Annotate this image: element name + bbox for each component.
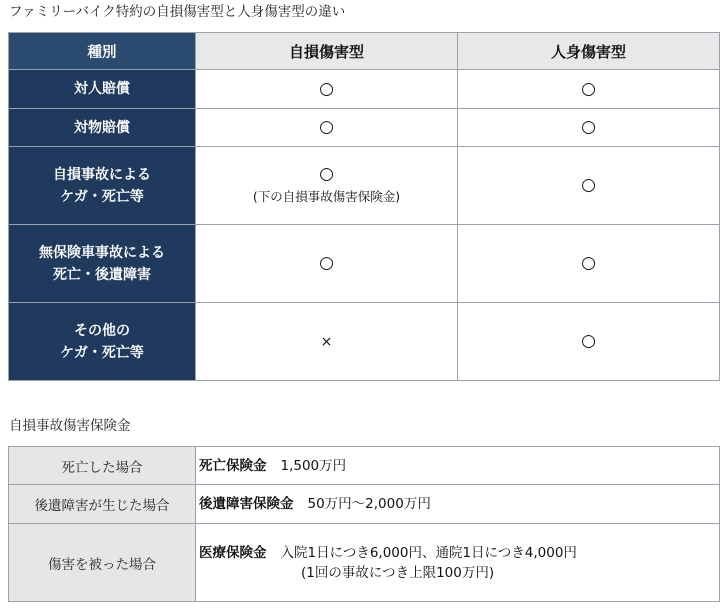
section-caption: 自損事故傷害保険金	[9, 418, 131, 434]
header-personal-injury: 人身傷害型	[458, 33, 720, 70]
row-label	[9, 70, 196, 109]
circle-mark: ○	[581, 117, 596, 137]
benefit-amount: 1,500万円	[280, 457, 347, 474]
benefit-case: 死亡した場合	[9, 447, 196, 485]
benefit-row	[9, 485, 720, 524]
cross-mark: ×	[320, 333, 333, 350]
circle-mark: ○	[581, 253, 596, 273]
benefit-value	[196, 485, 720, 524]
comparison-table	[8, 32, 720, 381]
self-injury-cell	[196, 109, 458, 147]
benefit-row	[9, 447, 720, 485]
row-label-line: 死亡・後遺障害	[53, 266, 151, 283]
row-label	[9, 225, 196, 303]
benefit-value	[196, 524, 720, 602]
header-self-injury: 自損傷害型	[196, 33, 458, 70]
circle-mark: ○	[319, 253, 334, 273]
benefit-limit-note: (1回の事故につき上限100万円)	[301, 564, 495, 581]
circle-mark: ○	[319, 78, 334, 99]
row-label	[9, 109, 196, 147]
circle-mark: ○	[319, 117, 334, 137]
circle-mark: ○	[581, 331, 596, 351]
table-row	[9, 303, 720, 381]
benefit-case: 傷害を被った場合	[9, 524, 196, 602]
table-row	[9, 109, 720, 147]
row-label-line: その他の	[74, 322, 130, 339]
benefit-amount: 入院1日につき6,000円、通院1日につき4,000円	[280, 544, 577, 561]
row-label-line: 対物賠償	[74, 119, 130, 136]
benefit-amount: 50万円〜2,000万円	[307, 496, 431, 512]
self-injury-cell	[196, 225, 458, 303]
personal-injury-cell	[458, 303, 720, 381]
personal-injury-cell	[458, 109, 720, 147]
benefit-name: 死亡保険金	[199, 457, 267, 474]
circle-mark: ○	[581, 78, 596, 99]
row-label-line: 無保険車事故による	[39, 244, 165, 261]
personal-injury-cell	[458, 70, 720, 109]
row-label-line: 自損事故による	[53, 166, 151, 183]
personal-injury-cell	[458, 147, 720, 225]
row-label-line: ケガ・死亡等	[60, 188, 144, 205]
table-caption: ファミリーバイク特約の自損傷害型と人身傷害型の違い	[9, 4, 346, 20]
benefit-case: 後遺障害が生じた場合	[9, 485, 196, 524]
row-label-line: ケガ・死亡等	[60, 344, 144, 361]
table-row	[9, 147, 720, 225]
personal-injury-cell	[458, 225, 720, 303]
self-injury-cell	[196, 147, 458, 225]
benefit-name: 医療保険金	[199, 544, 267, 561]
benefit-value	[196, 447, 720, 485]
table-row	[9, 70, 720, 109]
header-type: 種別	[9, 33, 196, 70]
self-injury-cell	[196, 303, 458, 381]
row-label	[9, 147, 196, 225]
circle-mark: ○	[581, 175, 596, 195]
self-injury-cell	[196, 70, 458, 109]
table-row	[9, 225, 720, 303]
benefit-table	[8, 446, 720, 602]
header-row	[9, 33, 720, 70]
benefit-name: 後遺障害保険金	[199, 496, 294, 512]
circle-mark: ○	[319, 164, 334, 184]
row-label-line: 対人賠償	[74, 81, 130, 97]
cell-note: (下の自損事故傷害保険金)	[252, 189, 401, 204]
benefit-row	[9, 524, 720, 602]
row-label	[9, 303, 196, 381]
